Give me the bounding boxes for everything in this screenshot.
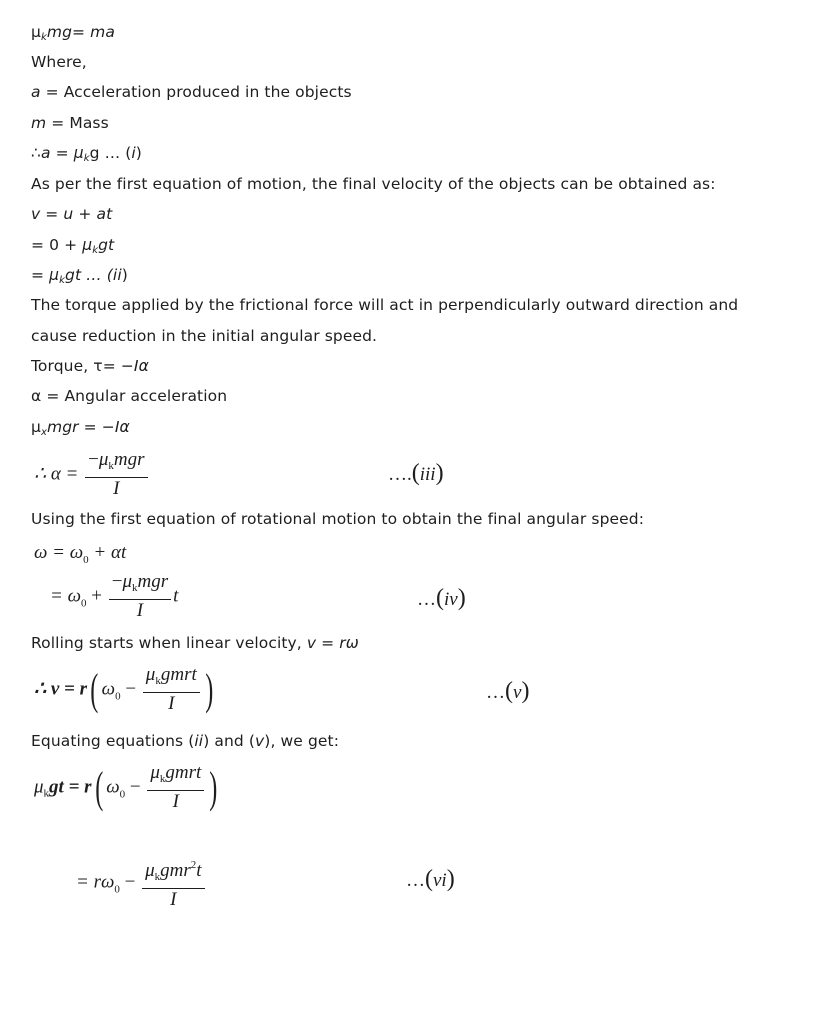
equating-intro	[31, 731, 339, 751]
subscript-k: k	[59, 275, 65, 286]
definition-text: Torque, τ=	[31, 357, 121, 375]
subscript-k: k	[159, 773, 166, 785]
numerator-text: mgr	[137, 571, 169, 592]
variable-a: a	[31, 83, 41, 101]
equation-iii	[34, 450, 150, 500]
minus-sign: −	[120, 678, 141, 700]
subscript-k: k	[108, 460, 114, 472]
equation-equating: $\mu_kgt = r$( $\omega_0$ − $\frac{\mu_kgmrt}{I}$ )	[34, 762, 218, 812]
mu-symbol: μ	[150, 762, 160, 783]
torque-paragraph-line2: cause reduction in the initial angular speed.	[31, 327, 378, 345]
numerator-tail: t	[196, 762, 202, 783]
variable-a: a	[40, 144, 51, 162]
close-paren: )	[135, 144, 142, 162]
ellipsis: …	[406, 870, 425, 891]
equation-text: =	[31, 266, 50, 284]
superscript-2: 2	[190, 859, 197, 871]
minus-sign: −	[125, 776, 146, 798]
subscript-k: k	[83, 153, 90, 164]
equation-iv	[50, 572, 178, 622]
equation-v: ∴ v = r( $\omega_0$ − $\frac{\mu_kgmrt}{I}$ )	[34, 664, 214, 714]
numerator-tail: t	[196, 860, 202, 881]
equation-text: + αt	[88, 542, 127, 563]
equation-text: = 0 +	[31, 236, 83, 254]
definition-mass	[31, 113, 109, 133]
numerator-text: gmrt	[160, 664, 197, 685]
minus-sign: −	[119, 871, 141, 893]
mu-symbol: μ	[73, 144, 84, 162]
equation-number: i	[131, 144, 136, 162]
numerator	[109, 572, 171, 600]
equation-vi	[76, 855, 207, 911]
ellipsis: ….	[388, 464, 412, 485]
label-text: iii	[419, 464, 436, 485]
equation-text: t	[173, 585, 179, 607]
equation-label-v: …(v)	[486, 678, 530, 704]
torque-definition	[31, 356, 149, 376]
equation-rhs: −Iα	[101, 418, 130, 436]
equation-rhs: rω	[339, 634, 359, 652]
equation-friction-force	[31, 22, 115, 48]
text: ) and (	[203, 732, 256, 750]
mu-symbol: μ	[34, 776, 44, 798]
denominator: I	[113, 478, 120, 499]
mu-symbol: μ	[82, 236, 93, 254]
equals: =	[50, 144, 74, 162]
subscript-k: k	[155, 675, 161, 687]
equation-ref: ii	[194, 732, 204, 750]
definition-acceleration	[31, 82, 352, 102]
equation-rhs: −Iα	[120, 357, 149, 375]
mu-symbol: μ	[98, 449, 109, 470]
subscript-0: 0	[115, 690, 121, 703]
numerator-text: gmr	[160, 860, 191, 881]
torque-equation	[31, 417, 130, 443]
subscript-x: x	[40, 427, 47, 438]
equation-text: g … (	[89, 144, 132, 162]
denominator: I	[172, 791, 179, 812]
numerator-text: mgr	[113, 449, 145, 470]
variable-m: m	[31, 114, 47, 132]
subscript-k: k	[92, 245, 99, 256]
text: ), we get:	[264, 732, 340, 750]
close-paren: )	[121, 266, 128, 284]
numerator	[143, 665, 200, 693]
equation-lhs: ω = ω	[34, 542, 84, 563]
fraction	[142, 855, 204, 911]
minus-sign: −	[111, 571, 123, 592]
subscript-k: k	[40, 32, 47, 43]
equation-omega	[34, 542, 126, 566]
equals: =	[316, 634, 340, 652]
numerator-text: gmr	[165, 762, 197, 783]
equation-text: gt … (	[65, 266, 113, 284]
numerator	[142, 855, 204, 889]
equation-text: mg=	[46, 23, 91, 41]
equation-label-iii: ….(iii)	[388, 460, 444, 486]
equation-lhs: = rω	[76, 871, 115, 893]
equation-lhs: ∴ v = r	[34, 678, 87, 700]
equation-i	[31, 143, 142, 169]
fraction	[85, 450, 147, 500]
mu-symbol: μ	[31, 418, 41, 436]
rotational-intro: Using the first equation of rotational motion to obtain the final angular speed:	[31, 510, 645, 528]
definition-text: = Mass	[46, 114, 109, 132]
label-text: v	[513, 682, 522, 703]
equals: =	[78, 418, 102, 436]
mu-symbol: μ	[145, 860, 155, 881]
plus-sign: +	[86, 585, 107, 607]
label-text: iv	[444, 589, 458, 610]
subscript-k: k	[154, 871, 161, 883]
subscript-k: k	[131, 582, 138, 594]
fraction	[147, 763, 204, 813]
fraction	[143, 665, 200, 715]
equation-ii	[31, 265, 128, 291]
where-label: Where,	[31, 53, 87, 71]
definition-text: = Acceleration produced in the objects	[40, 83, 352, 101]
fraction	[109, 572, 171, 622]
mu-symbol: μ	[31, 23, 41, 41]
rolling-condition	[31, 633, 359, 653]
subscript-0: 0	[114, 883, 120, 896]
equation-label-iv: …(iv)	[417, 585, 466, 611]
equation-ref: v	[255, 732, 265, 750]
ellipsis: …	[486, 682, 505, 703]
mu-symbol: μ	[49, 266, 60, 284]
denominator: I	[136, 600, 144, 621]
numerator	[85, 450, 147, 478]
equation-lhs: gt = r	[49, 776, 92, 798]
denominator: I	[170, 889, 177, 910]
omega-symbol: ω	[106, 776, 120, 798]
equation-lhs: ∴ α =	[34, 463, 84, 485]
equation-number: ii	[112, 266, 122, 284]
denominator: I	[168, 693, 175, 714]
first-equation-intro: As per the first equation of motion, the final velocity of the objects can be obtained as:	[31, 175, 716, 193]
ellipsis: …	[417, 589, 436, 610]
label-text: vi	[433, 870, 447, 891]
mu-symbol: μ	[145, 664, 156, 685]
therefore-symbol: ∴	[31, 144, 41, 162]
equation-v-step2	[31, 235, 114, 261]
numerator	[147, 763, 204, 791]
mu-symbol: μ	[122, 571, 132, 592]
minus-sign: −	[88, 449, 99, 470]
variable-v: v	[306, 634, 317, 652]
omega-symbol: ω	[101, 678, 116, 700]
equation-text: mgr	[47, 418, 79, 436]
subscript-0: 0	[83, 554, 89, 566]
subscript-0: 0	[119, 788, 126, 801]
equation-lhs: = ω	[50, 585, 81, 607]
equation-v-u-at: v = u + at	[31, 205, 113, 223]
torque-paragraph-line1: The torque applied by the frictional force will act in perpendicularly outward direction and	[31, 296, 739, 314]
equation-rhs: ma	[90, 23, 115, 41]
subscript-k: k	[43, 787, 50, 800]
text: Equating equations (	[31, 732, 195, 750]
text: Rolling starts when linear velocity,	[31, 634, 307, 652]
subscript-0: 0	[81, 597, 87, 610]
alpha-definition: α = Angular acceleration	[31, 387, 228, 405]
equation-text: gt	[98, 236, 115, 254]
equation-label-vi: …(vi)	[406, 866, 455, 892]
